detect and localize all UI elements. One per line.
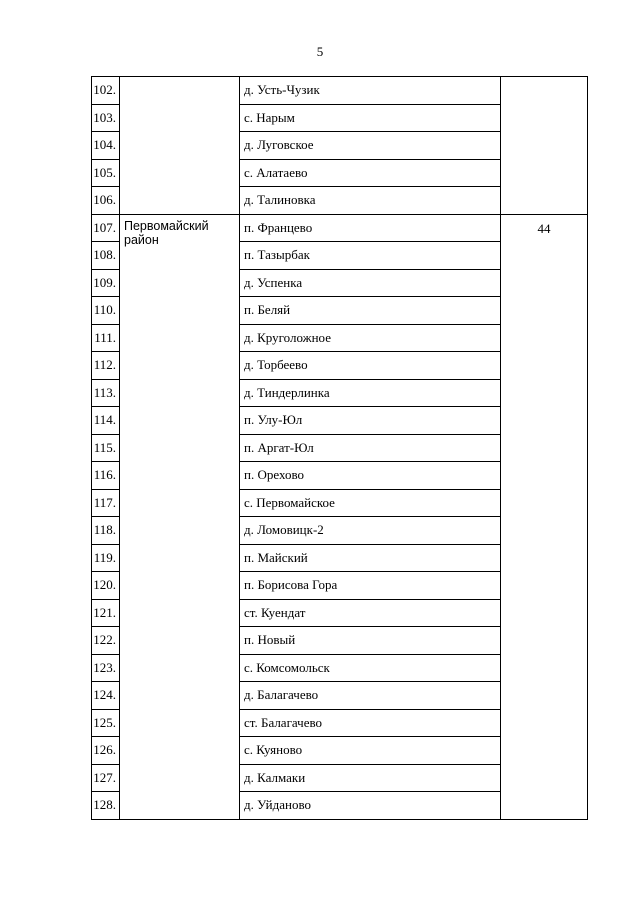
row-number: 102. [92, 77, 120, 105]
row-number: 126. [92, 737, 120, 765]
settlement-name: п. Орехово [240, 462, 501, 490]
settlement-count: 44 [501, 214, 588, 819]
row-number: 113. [92, 379, 120, 407]
row-number: 120. [92, 572, 120, 600]
settlement-name: с. Первомайское [240, 489, 501, 517]
table-row [92, 77, 588, 105]
settlement-name: п. Аргат-Юл [240, 434, 501, 462]
page-number: 5 [316, 44, 324, 59]
row-number: 124. [92, 682, 120, 710]
settlements-table [91, 76, 588, 820]
settlement-name: ст. Балагачево [240, 709, 501, 737]
row-number: 109. [92, 269, 120, 297]
settlements-table-body [92, 77, 588, 820]
district-cell [120, 77, 240, 215]
row-number: 116. [92, 462, 120, 490]
row-number: 104. [92, 132, 120, 160]
settlement-name: д. Торбеево [240, 352, 501, 380]
settlement-name: д. Успенка [240, 269, 501, 297]
row-number: 114. [92, 407, 120, 435]
settlement-name: с. Куяново [240, 737, 501, 765]
row-number: 119. [92, 544, 120, 572]
row-number: 106. [92, 187, 120, 215]
settlement-name: п. Францево [240, 214, 501, 242]
row-number: 125. [92, 709, 120, 737]
settlement-name: д. Ломовицк-2 [240, 517, 501, 545]
row-number: 128. [92, 792, 120, 820]
settlement-name: п. Тазырбак [240, 242, 501, 270]
settlement-name: п. Беляй [240, 297, 501, 325]
settlement-name: д. Усть-Чузик [240, 77, 501, 105]
settlement-name: ст. Куендат [240, 599, 501, 627]
district-name: Первомайский район [120, 214, 240, 819]
row-number: 112. [92, 352, 120, 380]
settlement-name: с. Алатаево [240, 159, 501, 187]
row-number: 121. [92, 599, 120, 627]
settlement-name: с. Нарым [240, 104, 501, 132]
row-number: 108. [92, 242, 120, 270]
settlement-name: с. Комсомольск [240, 654, 501, 682]
settlement-name: д. Круголожное [240, 324, 501, 352]
row-number: 110. [92, 297, 120, 325]
row-number: 103. [92, 104, 120, 132]
row-number: 107. [92, 214, 120, 242]
row-number: 123. [92, 654, 120, 682]
row-number: 118. [92, 517, 120, 545]
settlement-name: п. Улу-Юл [240, 407, 501, 435]
settlement-name: д. Уйданово [240, 792, 501, 820]
settlement-name: п. Борисова Гора [240, 572, 501, 600]
settlement-name: п. Майский [240, 544, 501, 572]
row-number: 105. [92, 159, 120, 187]
settlement-name: д. Луговское [240, 132, 501, 160]
table-row [92, 214, 588, 242]
settlement-name: д. Калмаки [240, 764, 501, 792]
settlement-name: д. Талиновка [240, 187, 501, 215]
row-number: 122. [92, 627, 120, 655]
settlement-name: д. Балагачево [240, 682, 501, 710]
row-number: 115. [92, 434, 120, 462]
row-number: 117. [92, 489, 120, 517]
count-cell [501, 77, 588, 215]
settlement-name: п. Новый [240, 627, 501, 655]
row-number: 127. [92, 764, 120, 792]
settlement-name: д. Тиндерлинка [240, 379, 501, 407]
row-number: 111. [92, 324, 120, 352]
